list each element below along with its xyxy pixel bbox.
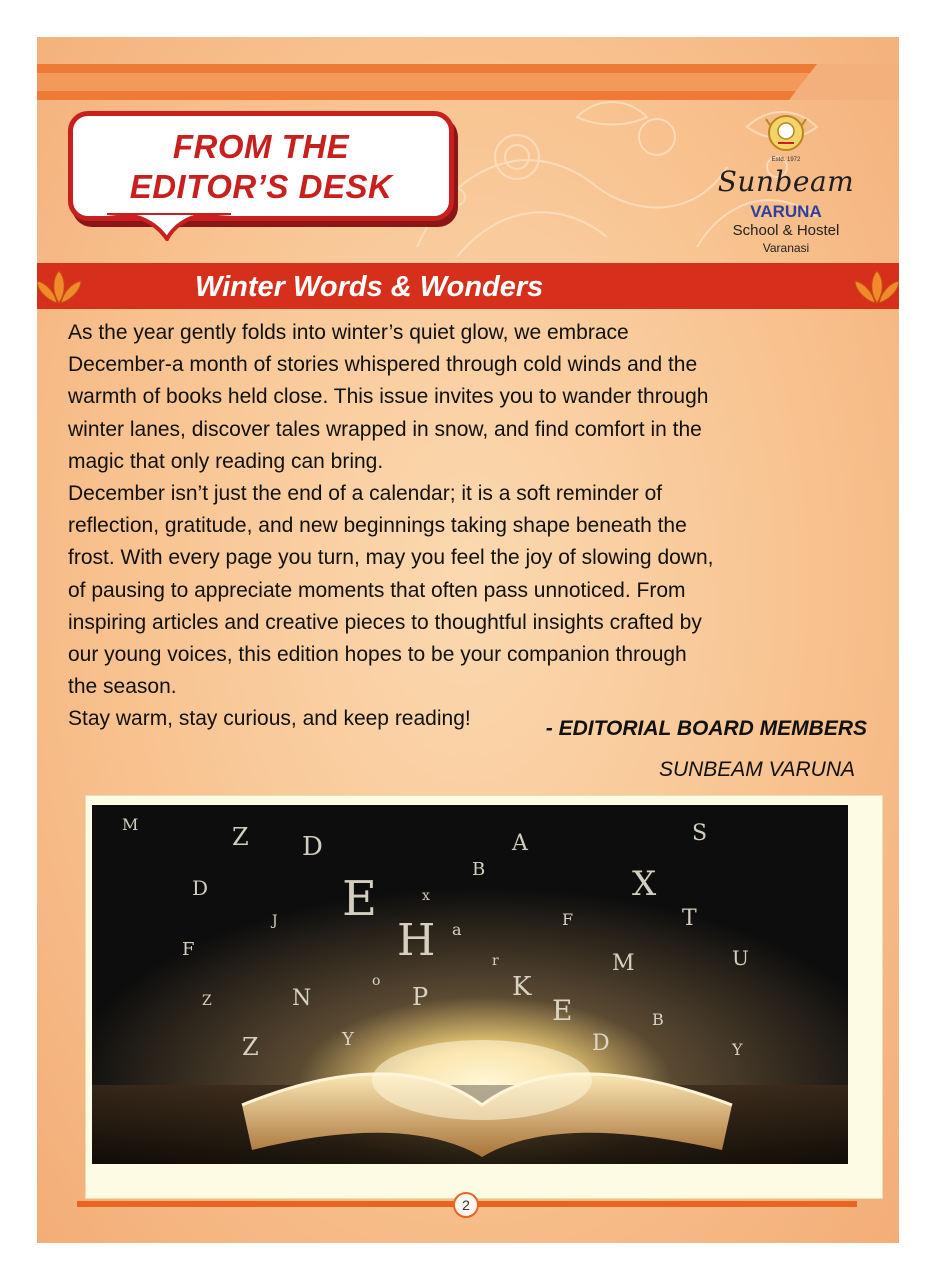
body-line: frost. With every page you turn, may you feel the joy of slowing down, — [68, 546, 714, 570]
svg-text:M: M — [122, 815, 139, 834]
body-line: December isn’t just the end of a calendar; it is a soft reminder of — [68, 482, 663, 506]
svg-text:H: H — [397, 915, 436, 966]
body-line: As the year gently folds into winter’s quiet glow, we embrace — [68, 321, 629, 344]
logo-subtitle: School & Hostel — [732, 222, 840, 239]
svg-text:o: o — [372, 973, 381, 989]
svg-text:M: M — [612, 951, 635, 976]
svg-text:J: J — [272, 913, 278, 929]
svg-text:F: F — [182, 939, 195, 960]
svg-text:N: N — [292, 986, 312, 1011]
leaf-ornament-left-icon — [37, 267, 87, 307]
body-line: December-a month of stories whispered through cold winds and the — [68, 353, 698, 377]
svg-text:F: F — [562, 910, 574, 929]
svg-text:B: B — [472, 859, 486, 880]
banner-tail-shape — [107, 213, 231, 241]
body-line: winter lanes, discover tales wrapped in snow, and find comfort in the — [68, 417, 702, 441]
leaf-ornament-right-icon — [849, 267, 899, 307]
svg-text:U: U — [732, 946, 749, 970]
svg-text:T: T — [682, 906, 697, 931]
body-line: our young voices, this edition hopes to be your companion through — [68, 643, 687, 667]
editor-title-line1: FROM THE — [172, 128, 350, 165]
svg-text:Y: Y — [342, 1029, 354, 1050]
body-line: Stay warm, stay curious, and keep reading! — [68, 707, 471, 731]
body-line: reflection, gratitude, and new beginnings taking shape beneath the — [68, 514, 687, 538]
svg-text:Y: Y — [732, 1040, 743, 1059]
svg-text:Z: Z — [232, 823, 249, 851]
svg-text:r: r — [492, 953, 499, 969]
newsletter-page — [37, 37, 899, 1243]
body-line: magic that only reading can bring. — [68, 449, 384, 473]
editorial-body — [68, 317, 808, 736]
svg-text:D: D — [302, 832, 323, 862]
svg-text:Z: Z — [202, 993, 212, 1009]
svg-text:Z: Z — [242, 1033, 259, 1061]
svg-text:x: x — [422, 888, 430, 904]
logo-branch: VARUNA — [750, 202, 822, 221]
svg-text:A: A — [512, 831, 528, 856]
svg-text:B: B — [652, 1010, 664, 1029]
svg-text:E: E — [342, 871, 378, 927]
body-line: of pausing to appreciate moments that often pass unnoticed. From — [68, 578, 686, 602]
svg-text:P: P — [412, 983, 429, 1011]
body-line: inspiring articles and creative pieces to thoughtful insights crafted by — [68, 610, 702, 634]
signature-board: - EDITORIAL BOARD MEMBERS — [545, 717, 867, 740]
top-decorative-stripe — [37, 73, 899, 91]
logo-city: Varanasi — [762, 241, 810, 255]
svg-text:S: S — [692, 821, 708, 846]
section-title: Winter Words & Wonders — [195, 271, 544, 303]
logo-name: Sunbeam — [717, 165, 855, 198]
editor-desk-title — [68, 127, 454, 207]
body-line: the season. — [68, 675, 177, 699]
svg-text:a: a — [452, 920, 462, 939]
school-logo — [705, 113, 885, 263]
svg-text:K: K — [512, 972, 532, 1002]
editor-title-line2: EDITOR’S DESK — [129, 168, 393, 205]
page-number: 2 — [453, 1192, 479, 1218]
svg-text:E: E — [552, 994, 573, 1027]
svg-text:X: X — [632, 864, 657, 904]
svg-text:D: D — [592, 1031, 610, 1056]
signature-school: SUNBEAM VARUNA — [658, 758, 855, 781]
school-emblem-icon — [764, 113, 808, 153]
open-book-photo — [92, 805, 848, 1164]
body-line: warmth of books held close. This issue invites you to wander through — [68, 385, 709, 409]
logo-established: Estd. 1972 — [771, 157, 801, 163]
svg-text:D: D — [192, 876, 209, 900]
